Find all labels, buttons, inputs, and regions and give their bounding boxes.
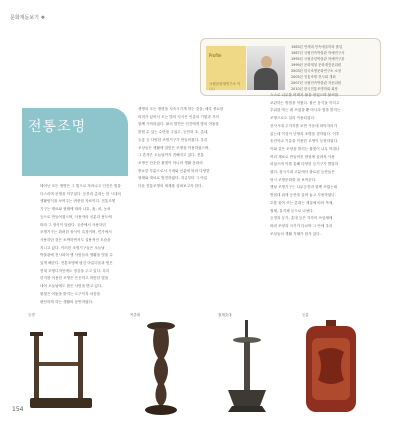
caption-1: 등경	[28, 313, 35, 317]
profile-photo	[247, 46, 285, 90]
profile-list: 1983년 연세대 민속예술학과 졸업 1987년 국립민속박물관 학예연구사 1995년 국립중앙박물관 학예연구관 1999년 문화재청 문화재전문위원 2003년 한국조명문화연구소 소장 2005년 전통조명 전시회 개최 2007년 국립민속박물관 자문위원 2010년 한국전통조명학회 회장	[291, 45, 345, 91]
lantern-image	[290, 318, 372, 418]
article-column-2: 스스로 나무를 비벼서 불을 얻었으며 불씨를 보관하는 방법을 익혔다. 불은 음식을 익히고 추위를 막는 데 쓰였을 뿐 아니라 밤을 밝히는 조명으로도 널리 이용되었다. 선사시대 주거지를 보면 가운데 화덕자리가 있는데 이것이 난방과 조명을 겸하였다. 이후 송진이나 기름을 이용한 조명이 등장하였다. 이와 같은 모양을 밝히는 불빛이 나무 막대나 여러 재료로 만들어진 받침에 올려져 사용 되었으며 이를 통해 다양한 등기구가 발달하 였다. 삼국시대 고분에서 출토된 등잔들은 당시 조명문화를 잘 보여준다. 옛날 조명기구는 나무등잔과 함께 쓰였는데 받침대 위에 등잔을 올려 놓고 사용하였다. 초를 꽂아 쓰는 촛대는 재질에 따라 목제, 철제, 유기제 등으로 나뉜다. 등경과 등가, 촛대 등은 각각의 쓰임새에 따라 모양과 크기가 다르며 그 안에 우리 조상들의 생활 지혜가 담겨 있다.	[270, 93, 341, 236]
article-title: 전통조명	[28, 119, 87, 135]
article-column-1: 생명의 모든 생명을 지속시키게 하는 것을, 매우 중요한 의미가 있어서 오는 빛의 지식은 인류의 기원과 거의 함께 시작되었다. 불의 발견은 인간에게 밤의 어둠을 밝힐 수 있는 수단을 주었고, 등잔과 초, 촛대, 등롱 등 다양한 조명기구가 만들어졌다. 우리 조상들은 생활에 알맞은 조명을 이용하였으며, 그 흔적은 오늘날까지 전해지고 있다. 전통 조명은 단순한 불빛이 아니라 생활 문화의 중요한 부분으로서 시대와 신분에 따라 다양한 형태와 재료로 발전하였다. 지금부터 그 아름 다운 전통조명의 세계를 살펴보고자 한다.	[138, 107, 224, 189]
profile-name: 국립문화재연구소 이○○	[209, 82, 241, 91]
page-number: 154	[12, 406, 24, 413]
iron-candlestick-image	[206, 318, 288, 418]
title-panel	[22, 108, 128, 176]
caption-3: 철제촛대	[218, 313, 232, 317]
caption-2: 목촛대	[130, 313, 141, 317]
profile-box	[200, 38, 381, 96]
article-column-3: 태어난 모든 생명은 그 빛으로 자라나고 인간은 빛을 다스리며 문명을 이루었다. 등잔과 촛대는 한 시대의 생활양식을 보여주는 귀중한 자료이다. 전통조명 기구는 재료와 형태에 따라 나무, 흙, 쇠, 놋쇠 등으로 만들어졌으며, 사용자의 신분과 용도에 따라 그 장식이 달랐다. 궁중에서 사용하던 조명기구는 화려한 장식이 특징이며, 민가에서 사용하던 것은 소박하면서도 실용적인 모습을 지니고 있다. 이러한 조명기구들은 오늘날 박물관에 전시되어 옛 사람들의 생활을 엿볼 수 있게 해준다. 전통조명에 담긴 아름다움과 멋은 현대 조명디자인에도 영감을 주고 있다. 특히 한지를 이용한 조명은 은은하고 따뜻한 빛을 내어 오늘날에도 많은 사랑을 받고 있다. 불빛은 어둠을 밝히는 도구이자 마음을 편안하게 하는 생활의 동반자였다.	[40, 184, 121, 304]
wooden-lamp-stand-image	[20, 318, 102, 418]
section-breadcrumb: 문화재돋보기 ❖	[10, 15, 46, 21]
carved-candlestick-image	[120, 318, 202, 418]
caption-4: 등롱	[302, 313, 309, 317]
profile-label: Profile	[209, 53, 222, 58]
profile-tag	[206, 46, 246, 90]
